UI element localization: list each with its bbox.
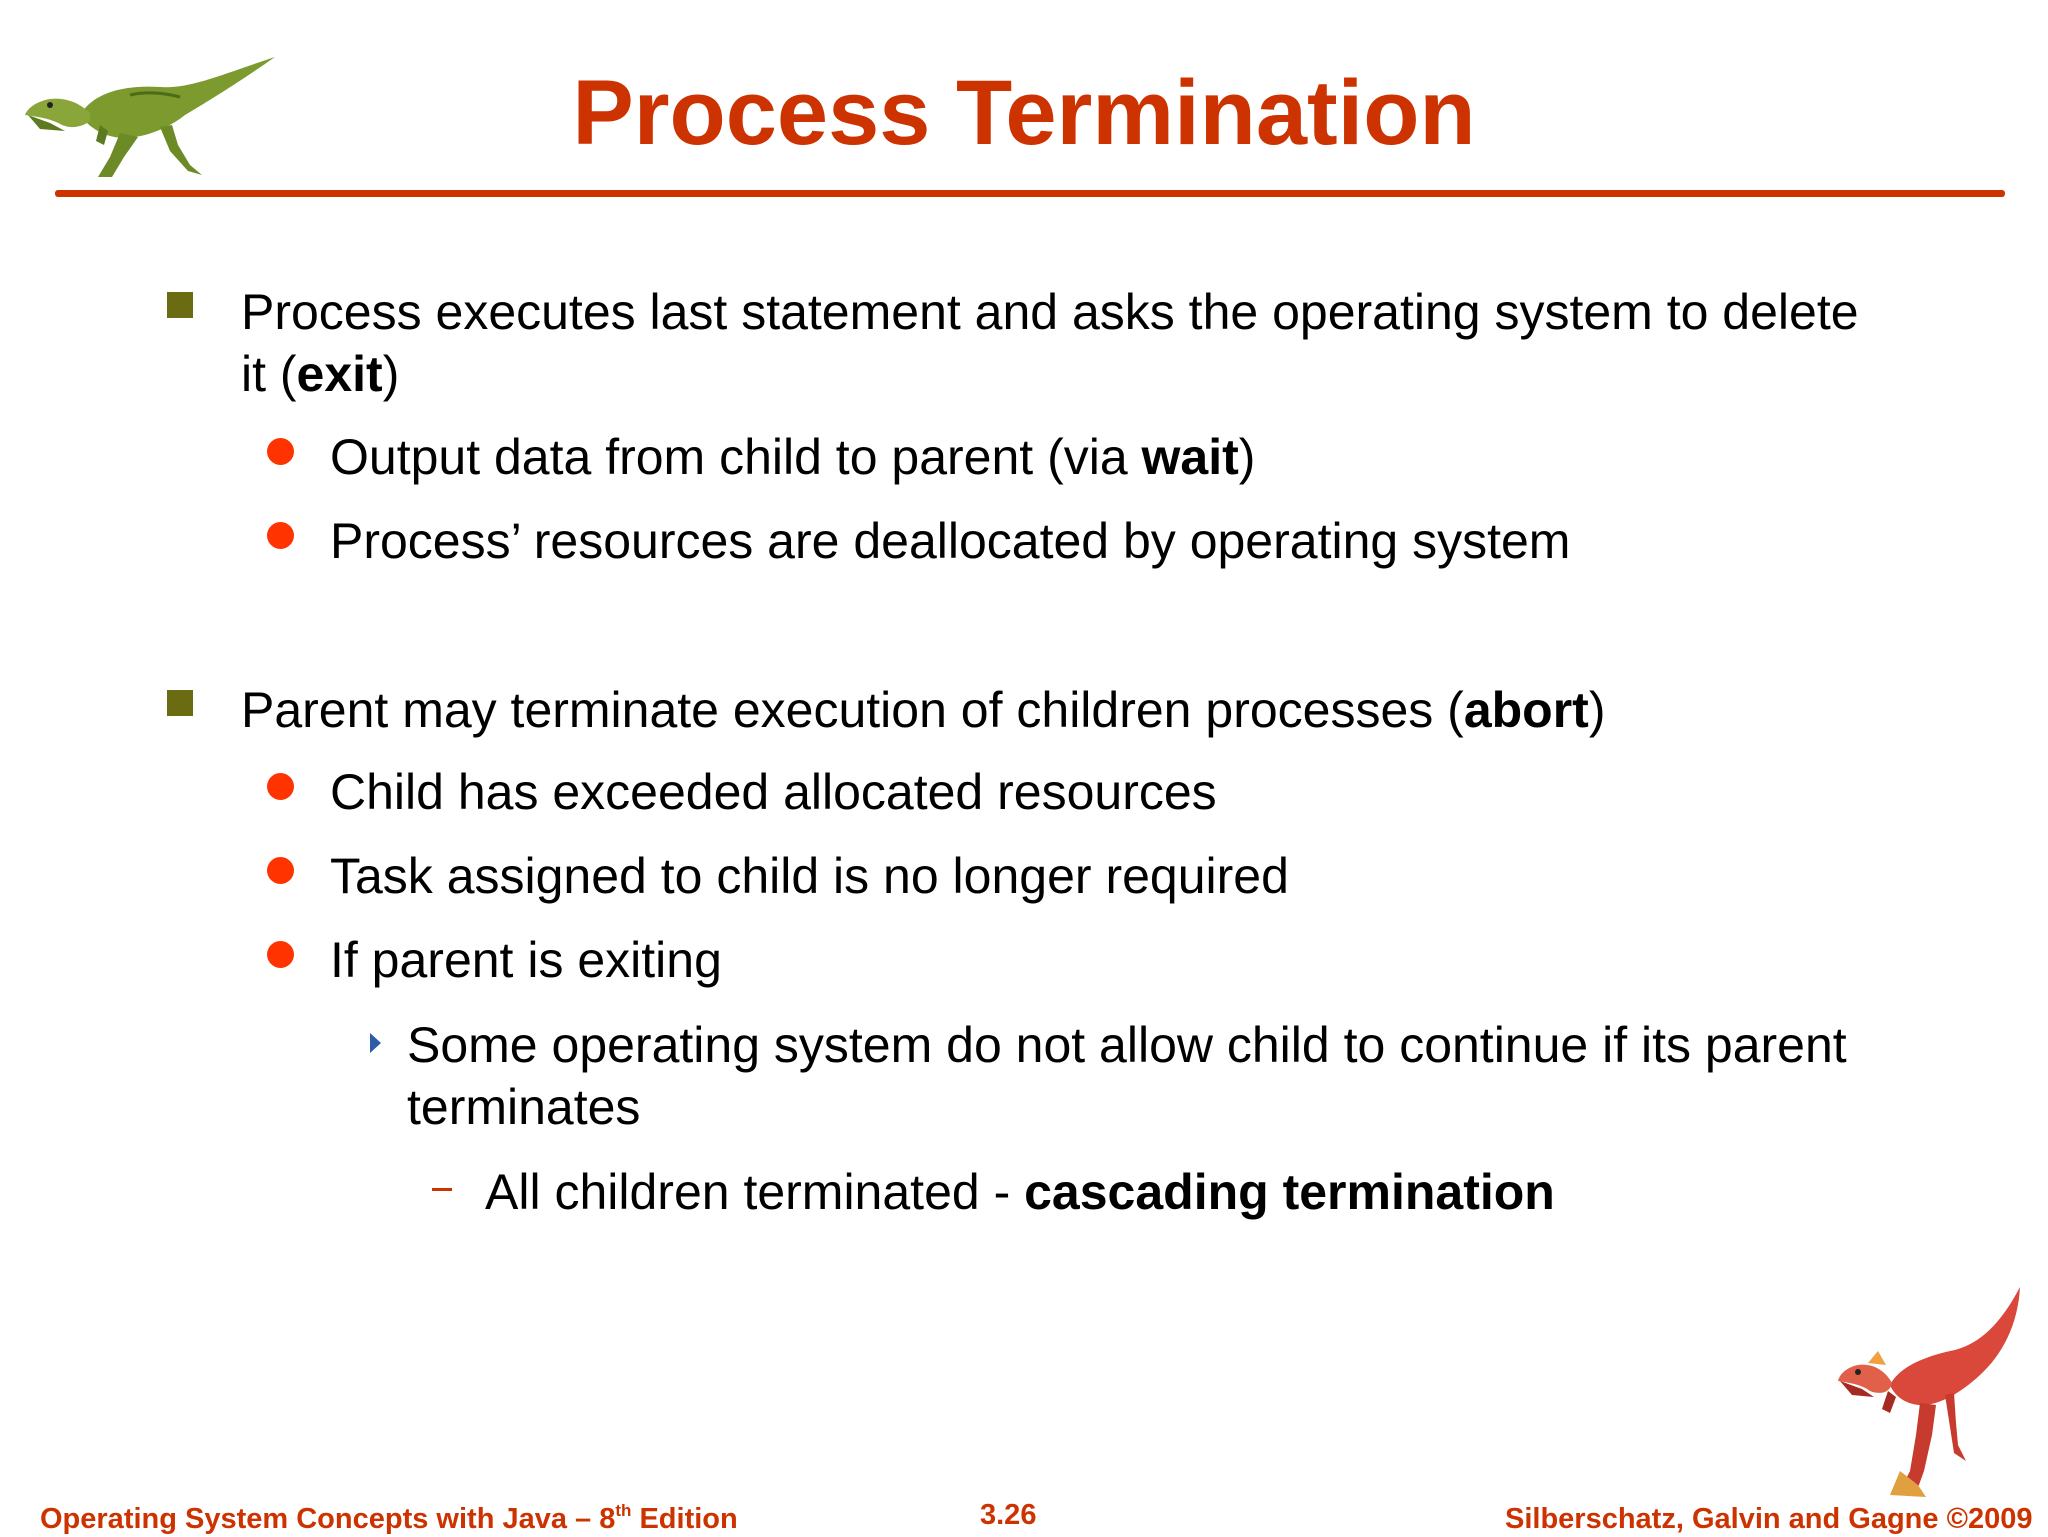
round-bullet-icon [267, 941, 294, 968]
sub-bullet-item: Child has exceeded allocated resources [330, 764, 1217, 820]
triangle-bullet-icon [370, 1033, 381, 1053]
sub-bullet-item: Process’ resources are deallocated by operating system [330, 513, 1571, 569]
footer-book-title: Operating System Concepts with Java – 8th Edition [40, 1501, 738, 1535]
sub-bullet-item: Task assigned to child is no longer required [330, 848, 1289, 904]
footer-authors: Silberschatz, Galvin and Gagne ©2009 [1505, 1503, 2033, 1535]
bullet-item: Parent may terminate execution of children processes (abort) [241, 682, 1606, 738]
sub-bullet-item: Output data from child to parent (via wait) [330, 429, 1256, 485]
sub-sub-sub-bullet-item: All children terminated - cascading termination [485, 1164, 1555, 1220]
red-dinosaur-icon [1830, 1285, 2030, 1505]
round-bullet-icon [267, 522, 294, 549]
sub-sub-bullet-item: Some operating system do not allow child to continue if its parent terminates [407, 1017, 1847, 1135]
round-bullet-icon [267, 438, 294, 465]
round-bullet-icon [267, 773, 294, 800]
dash-bullet-icon [432, 1188, 452, 1191]
square-bullet-icon [167, 292, 193, 318]
sub-bullet-item: If parent is exiting [330, 932, 722, 988]
slide-title: Process Termination [572, 62, 1476, 164]
square-bullet-icon [167, 690, 193, 716]
bullet-item: Process executes last statement and asks the operating system to delete it (exit) [241, 284, 1859, 402]
round-bullet-icon [267, 857, 294, 884]
footer-page-number: 3.26 [980, 1499, 1037, 1531]
